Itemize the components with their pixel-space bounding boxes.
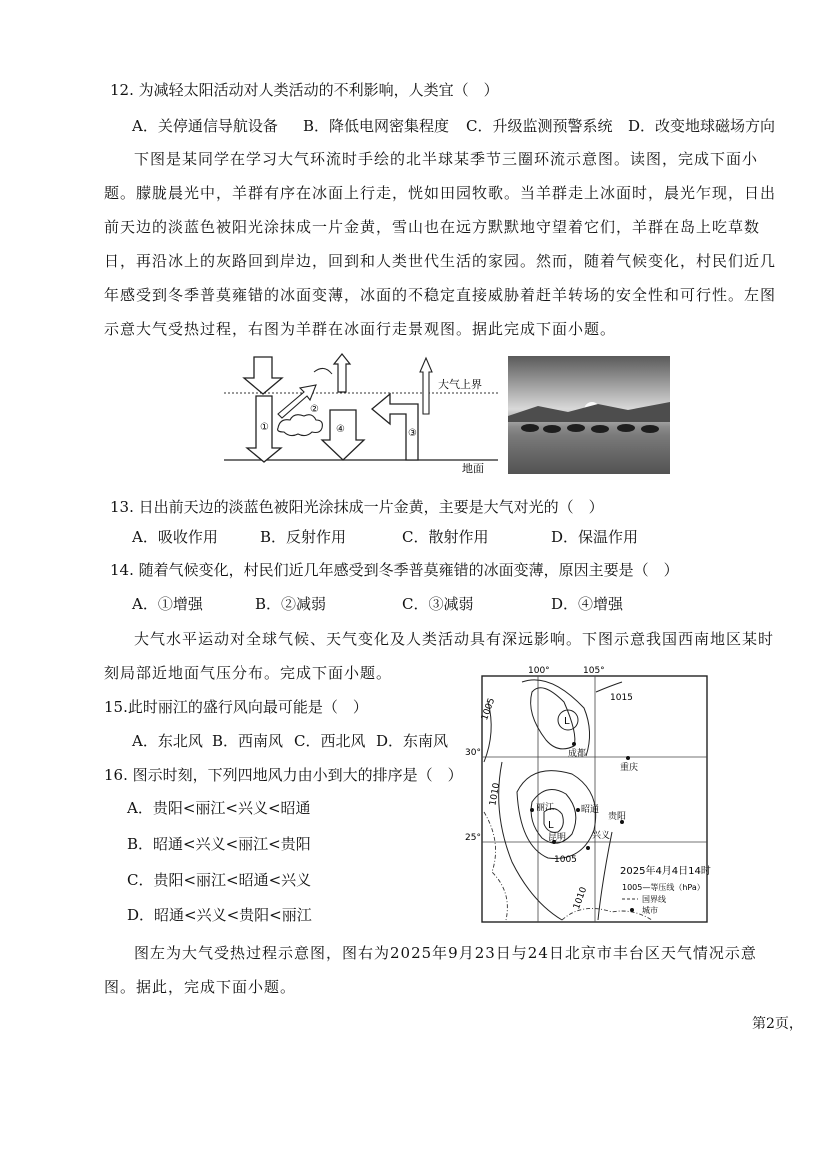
isobar-1015: 1015 [610,693,633,703]
q16-stem: 16. 图示时刻，下列四地风力由小到大的排序是（ ） [104,766,463,784]
city-zhaotong: 昭通 [581,805,600,815]
q12-option-d: D．改变地球磁场方向 [628,117,776,135]
city-kunming: 昆明 [548,833,567,843]
city-chengdu: 成都 [568,749,587,759]
q13-option-b: B．反射作用 [260,528,347,546]
q13-option-d: D．保温作用 [551,528,639,546]
closing-paragraph: 图左为大气受热过程示意图，图右为2025年9月23日与24日北京市丰台区天气情况示意图。据此，完成下面小题。 [104,944,757,996]
arrow-label-4: ④ [336,424,345,435]
q14-option-d: D．④增强 [551,595,624,613]
atmosphere-top-label: 大气上界 [438,378,482,391]
low-pressure-mark-north: L [564,716,570,727]
passage-2: 大气水平运动对全球气候、天气变化及人类活动具有深远影响。下图示意我国西南地区某时刻局部近地面气压分布。完成下面小题。 [104,630,775,682]
legend-border: 国界线 [642,895,666,904]
map-time-label: 2025年4月4日14时 [620,866,711,877]
city-guiyang: 贵阳 [608,812,627,822]
q14-option-a: A．①增强 [132,595,203,613]
page-number: 第2页， [752,1016,803,1032]
low-pressure-mark-south: L [548,820,554,831]
isobar-1010-w: 1010 [488,782,503,807]
ground-label: 地面 [462,462,484,475]
lat-label-25: 25° [465,833,481,843]
city-xingyi: 兴义 [592,831,611,841]
passage-1: 下图是某同学在学习大气环流时手绘的北半球某季节三圈环流示意图。读图，完成下面小题。朦胧晨光中，羊群有序在冰面上行走，恍如田园牧歌。当羊群走上冰面时，晨光乍现，日出前天边的淡蓝色被阳光涂抹成一片金黄，雪山也在远方默默地守望着它们，羊群在岛上吃草数日，再沿冰上的灰路回到岸边，回到和人类世代生活的家园。然而，随着气候变化，村民们近几年感受到冬季普莫雍错的冰面变薄，冰面的不稳定直接威胁着赶羊转场的安全性和可行性。左图示意大气受热过程，右图为羊群在冰面行走景观图。据此完成下面小题。 [104,150,777,338]
isobar-1005-s: 1005 [554,855,577,865]
q13-option-a: A．吸收作用 [132,528,218,546]
atmosphere-heating-diagram [222,352,502,477]
arrow-label-3: ③ [408,428,417,439]
legend-isobar: 1005—等压线（hPa） [622,883,705,892]
q12-option-b: B．降低电网密集程度 [303,117,450,135]
q15-option-a: A．东北风 [132,732,203,750]
legend-city: 城市 [642,906,658,915]
arrow-label-2: ② [310,404,319,415]
isobar-1005-nw: 1005 [480,696,498,722]
q14-stem: 14. 随着气候变化，村民们近几年感受到冬季普莫雍错的冰面变薄，原因主要是（ ） [110,561,679,579]
q12-stem: 12. 为减轻太阳活动对人类活动的不利影响，人类宜（ ） [110,81,499,99]
isobar-1010-s: 1010 [572,885,590,911]
q13-stem: 13. 日出前天边的淡蓝色被阳光涂抹成一片金黄，主要是大气对光的（ ） [110,498,604,516]
q12-option-c: C．升级监测预警系统 [466,117,613,135]
city-lijiang: 丽江 [536,803,555,813]
q13-option-c: C．散射作用 [402,528,489,546]
sheep-on-ice-photo [508,356,670,474]
lat-label-30: 30° [465,748,481,758]
q16-option-b: B．昭通<兴义<丽江<贵阳 [127,835,311,853]
lon-label-100: 100° [528,666,550,676]
q16-option-c: C．贵阳<丽江<昭通<兴义 [127,871,312,889]
q14-option-c: C．③减弱 [402,595,474,613]
city-chongqing: 重庆 [620,763,639,773]
q16-option-d: D．昭通<兴义<贵阳<丽江 [127,906,312,924]
pressure-map [462,662,712,926]
arrow-label-1: ① [260,422,269,433]
q16-option-a: A．贵阳<丽江<兴义<昭通 [127,799,311,817]
q15-option-c: C．西北风 [294,732,366,750]
q12-option-a: A．关停通信导航设备 [132,117,278,135]
q15-option-d: D．东南风 [376,732,449,750]
lon-label-105: 105° [583,666,605,676]
q15-option-b: B．西南风 [212,732,284,750]
q14-option-b: B．②减弱 [255,595,327,613]
q15-stem: 15.此时丽江的盛行风向最可能是（ ） [104,698,368,716]
